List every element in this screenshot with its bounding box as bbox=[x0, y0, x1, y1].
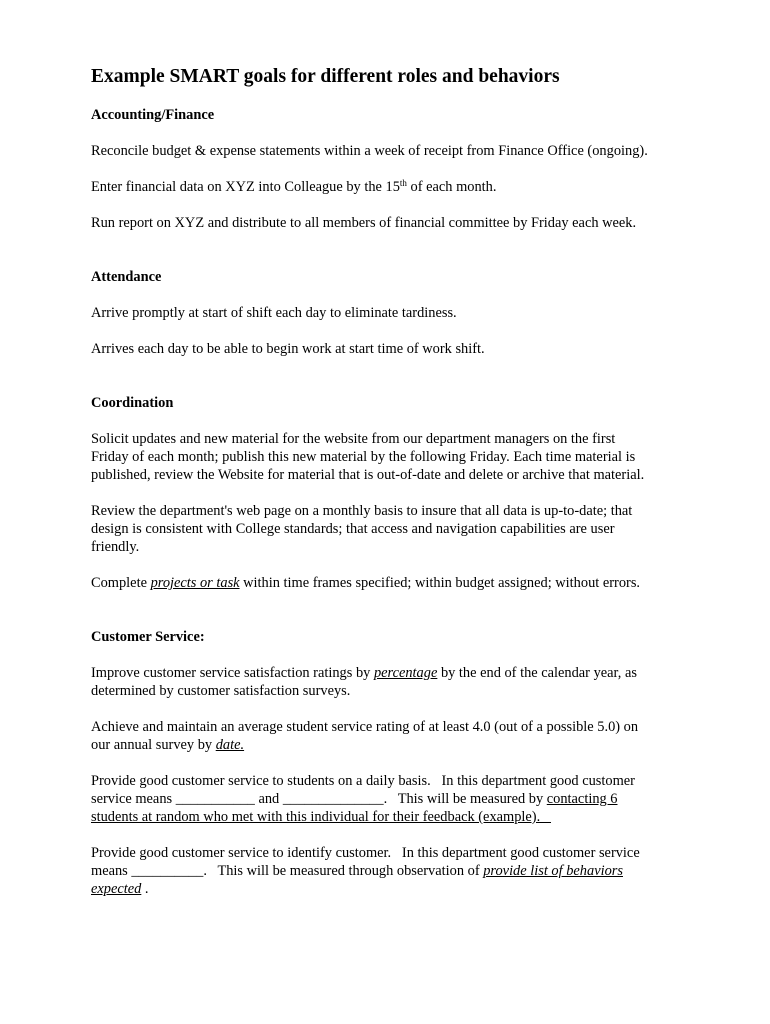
date-link: date. bbox=[215, 737, 245, 753]
attendance-goal-1: Arrive promptly at start of shift each day to eliminate tardiness. bbox=[91, 305, 457, 321]
attendance-goal-2: Arrives each day to be able to begin work at start time of work shift. bbox=[91, 341, 485, 357]
projects-link: projects or task bbox=[150, 575, 240, 591]
coordination-goal-1: Solicit updates and new material for the website from our department managers on the first Friday of each month; publish this new material by the following Friday. Each time material is published, review the Website for material that is out-of-date and delete or archive that material. bbox=[91, 431, 645, 483]
section-heading-accounting: Accounting/Finance bbox=[91, 107, 215, 123]
customer-service-goal-2: Achieve and maintain an average student service rating of at least 4.0 (out of a possible 5.0) on our annual survey by date. bbox=[91, 719, 639, 753]
percentage-link: percentage bbox=[373, 665, 438, 681]
accounting-goal-1: Reconcile budget & expense statements within a week of receipt from Finance Office (ongoing). bbox=[91, 143, 648, 159]
behaviors-link: provide list of behaviors bbox=[483, 863, 623, 879]
customer-service-goal-1: Improve customer service satisfaction ratings by percentage by the end of the calendar year, as determined by customer satisfaction surveys. bbox=[91, 665, 637, 699]
coordination-goal-3: Complete projects or task within time frames specified; within budget assigned; without errors. bbox=[91, 575, 641, 591]
coordination-goal-2: Review the department's web page on a monthly basis to insure that all data is up-to-date; that design is consistent with College standards; that access and navigation capabilities are user friendly. bbox=[91, 503, 633, 555]
customer-service-goal-3: Provide good customer service to students on a daily basis. In this department good customer service means ___________ and ______________. This will be measured by contacting 6 students at random who met with this individual for their feedback (example). bbox=[91, 773, 635, 825]
accounting-goal-2: Enter financial data on XYZ into Colleague by the 15th of each month. bbox=[91, 178, 497, 195]
document-page bbox=[91, 64, 691, 898]
accounting-goal-3: Run report on XYZ and distribute to all members of financial committee by Friday each week. bbox=[91, 215, 637, 231]
section-heading-customer-service: Customer Service: bbox=[91, 629, 205, 645]
section-heading-coordination: Coordination bbox=[91, 395, 174, 411]
page-title: Example SMART goals for different roles and behaviors bbox=[91, 66, 560, 87]
section-heading-attendance: Attendance bbox=[91, 269, 162, 285]
feedback-link: students at random who met with this individual for their feedback (example). bbox=[91, 809, 551, 825]
customer-service-goal-4: Provide good customer service to identify customer. In this department good customer service means __________. This will be measured through observation of provide list of behaviors expected . bbox=[91, 845, 640, 897]
expected-link: expected bbox=[91, 881, 142, 897]
contacting-link: contacting 6 bbox=[546, 791, 618, 807]
